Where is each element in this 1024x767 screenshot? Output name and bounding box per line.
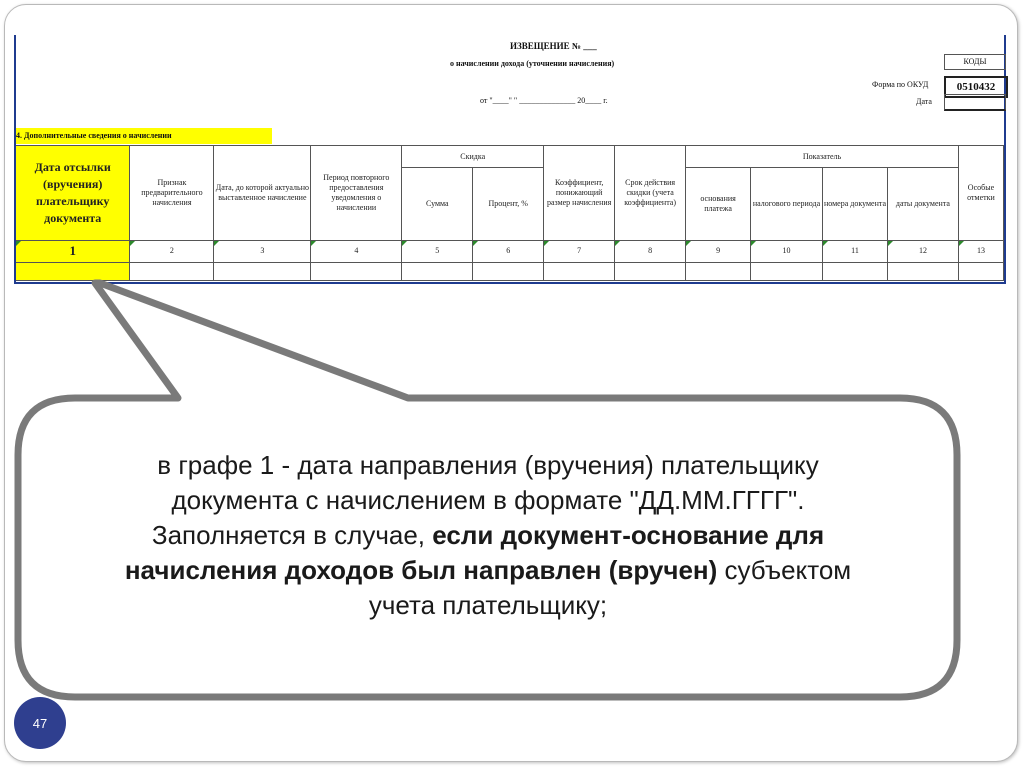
header-col4: Период повторного предоставления уведомления о начислении (311, 146, 402, 241)
column-number: 6 (473, 240, 544, 262)
callout-line-4-bold: начисления доходов был направлен (вручен) (124, 555, 718, 585)
callout-line-2: документа с начислением в формате "ДД.ММ.ГГГГ". (171, 485, 805, 515)
callout-line-1: в графе 1 - дата направления (вручения) плательщику (157, 450, 819, 480)
form-subtitle: о начислении дохода (уточнении начисления) (450, 59, 615, 68)
header-discount: Скидка (402, 146, 544, 168)
codes-label: КОДЫ (944, 54, 1006, 70)
column-number: 2 (130, 240, 214, 262)
header-indicator: Показатель (686, 146, 959, 168)
okud-code: 0510432 (944, 76, 1008, 98)
callout-line-3-normal: Заполняется в случае, (151, 520, 433, 550)
callout-line-4 (52, 553, 924, 588)
header-col11: номера документа (823, 168, 888, 241)
column-number: 10 (751, 240, 823, 262)
okud-label: Форма по ОКУД (872, 80, 929, 89)
column-number: 8 (615, 240, 686, 262)
column-number: 7 (544, 240, 615, 262)
page-number-badge: 47 (14, 697, 66, 749)
header-col13: Особые отметки (958, 146, 1003, 241)
column-number: 4 (311, 240, 402, 262)
column-number: 9 (686, 240, 751, 262)
form-title: ИЗВЕЩЕНИЕ № ___ (510, 41, 597, 51)
date-line: от "____" " ______________ 20____ г. (480, 96, 608, 105)
header-col5: Сумма (402, 168, 473, 241)
callout-line-5: учета плательщику; (368, 590, 608, 620)
callout-text (52, 448, 924, 623)
header-col2: Признак предварительного начисления (130, 146, 214, 241)
header-col10: налогового периода (751, 168, 823, 241)
column-number: 12 (887, 240, 958, 262)
header-col8: Срок действия скидки (учета коэффициента) (615, 146, 686, 241)
column-number: 5 (402, 240, 473, 262)
date-label: Дата (916, 97, 932, 106)
header-col12: даты документа (887, 168, 958, 241)
column-number: 3 (214, 240, 311, 262)
header-col9: основания платежа (686, 168, 751, 241)
column-number: 11 (823, 240, 888, 262)
header-col7: Коэффициент, понижающий размер начисления (544, 146, 615, 241)
header-col3: Дата, до которой актуально выставленное начисление (214, 146, 311, 241)
callout-line-3 (52, 518, 924, 553)
section-title: 4. Дополнительные сведения о начислении (16, 128, 272, 144)
callout-line-3-bold: если документ-основание для (432, 520, 825, 550)
callout-line-4-normal: субъектом (717, 555, 852, 585)
column-number: 1 (16, 240, 130, 262)
column-number: 13 (958, 240, 1003, 262)
header-col6: Процент, % (473, 168, 544, 241)
header-col1: Дата отсылки (вручения) плательщику документа (16, 146, 130, 241)
